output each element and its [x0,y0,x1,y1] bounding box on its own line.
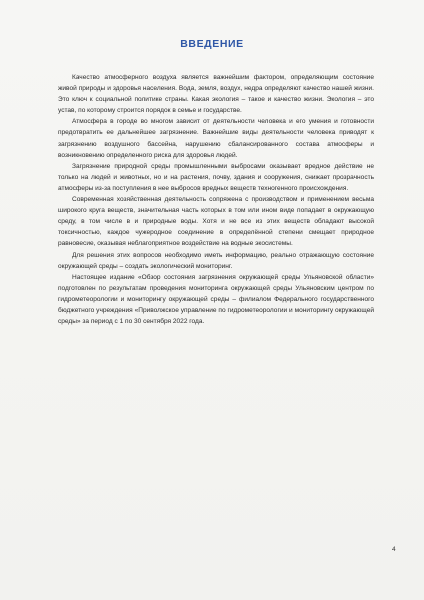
paragraph-publication-info: Настоящее издание «Обзор состояния загрязнения окружающей среды Ульяновской области» подготовлен по результатам проведения мониторинга окружающей среды Ульяновским центром по гидрометеорологии и мониторингу окружающей среды – филиалом Федерального государственного бюджетного учреждения «Приволжское управление по гидрометеорологии и мониторингу окружающей среды» за период с 1 по 30 сентября 2022 года. [58,273,374,326]
page-title: ВВЕДЕНИЕ [180,38,244,50]
paragraph-industrial-emissions: Загрязнение природной среды промышленными выбросами оказывает вредное действие не только на людей и животных, но и на растения, почву, здания и сооружения, снижает прозрачность атмосферы из-за поступления в нее выбросов вредных веществ техногенного происхождения. [58,162,374,192]
paragraph-economic-activity: Современная хозяйственная деятельность сопряжена с производством и применением весьма широкого круга веществ, значительная часть которых в том или ином виде попадает в окружающую среду, в том числе в и природные воды. Хотя и не все из этих веществ обладают высокой токсичностью, каждое чужеродное соединение в определённой степени смещает природное равновесие, оказывая неблагоприятное воздействие на водные экосистемы. [58,196,374,248]
page-number: 4 [392,546,396,553]
paragraph-city-atmosphere: Атмосфера в городе во многом зависит от деятельности человека и его умения и готовности предотвратить ее дальнейшее загрязнение. Важнейшие виды деятельности человека приводят к загрязнению воздушного бассейна, нарушению сбалансированного состава атмосферы и возникновению определенного риска для здоровья людей. [58,118,374,159]
paragraph-air-quality: Качество атмосферного воздуха является важнейшим фактором, определяющим состояние живой природы и здоровья населения. Вода, земля, воздух, недра определяют качество нашей жизни. Это ключ к социальной политике страны. Какая экология – такое и качество жизни. Экология – это устав, по которому строится порядок в семье и государстве. [58,74,374,115]
body-text [58,72,374,327]
paragraph-monitoring-need: Для решения этих вопросов необходимо иметь информацию, реально отражающую состояние окружающей среды – создать экологический мониторинг. [58,251,374,270]
